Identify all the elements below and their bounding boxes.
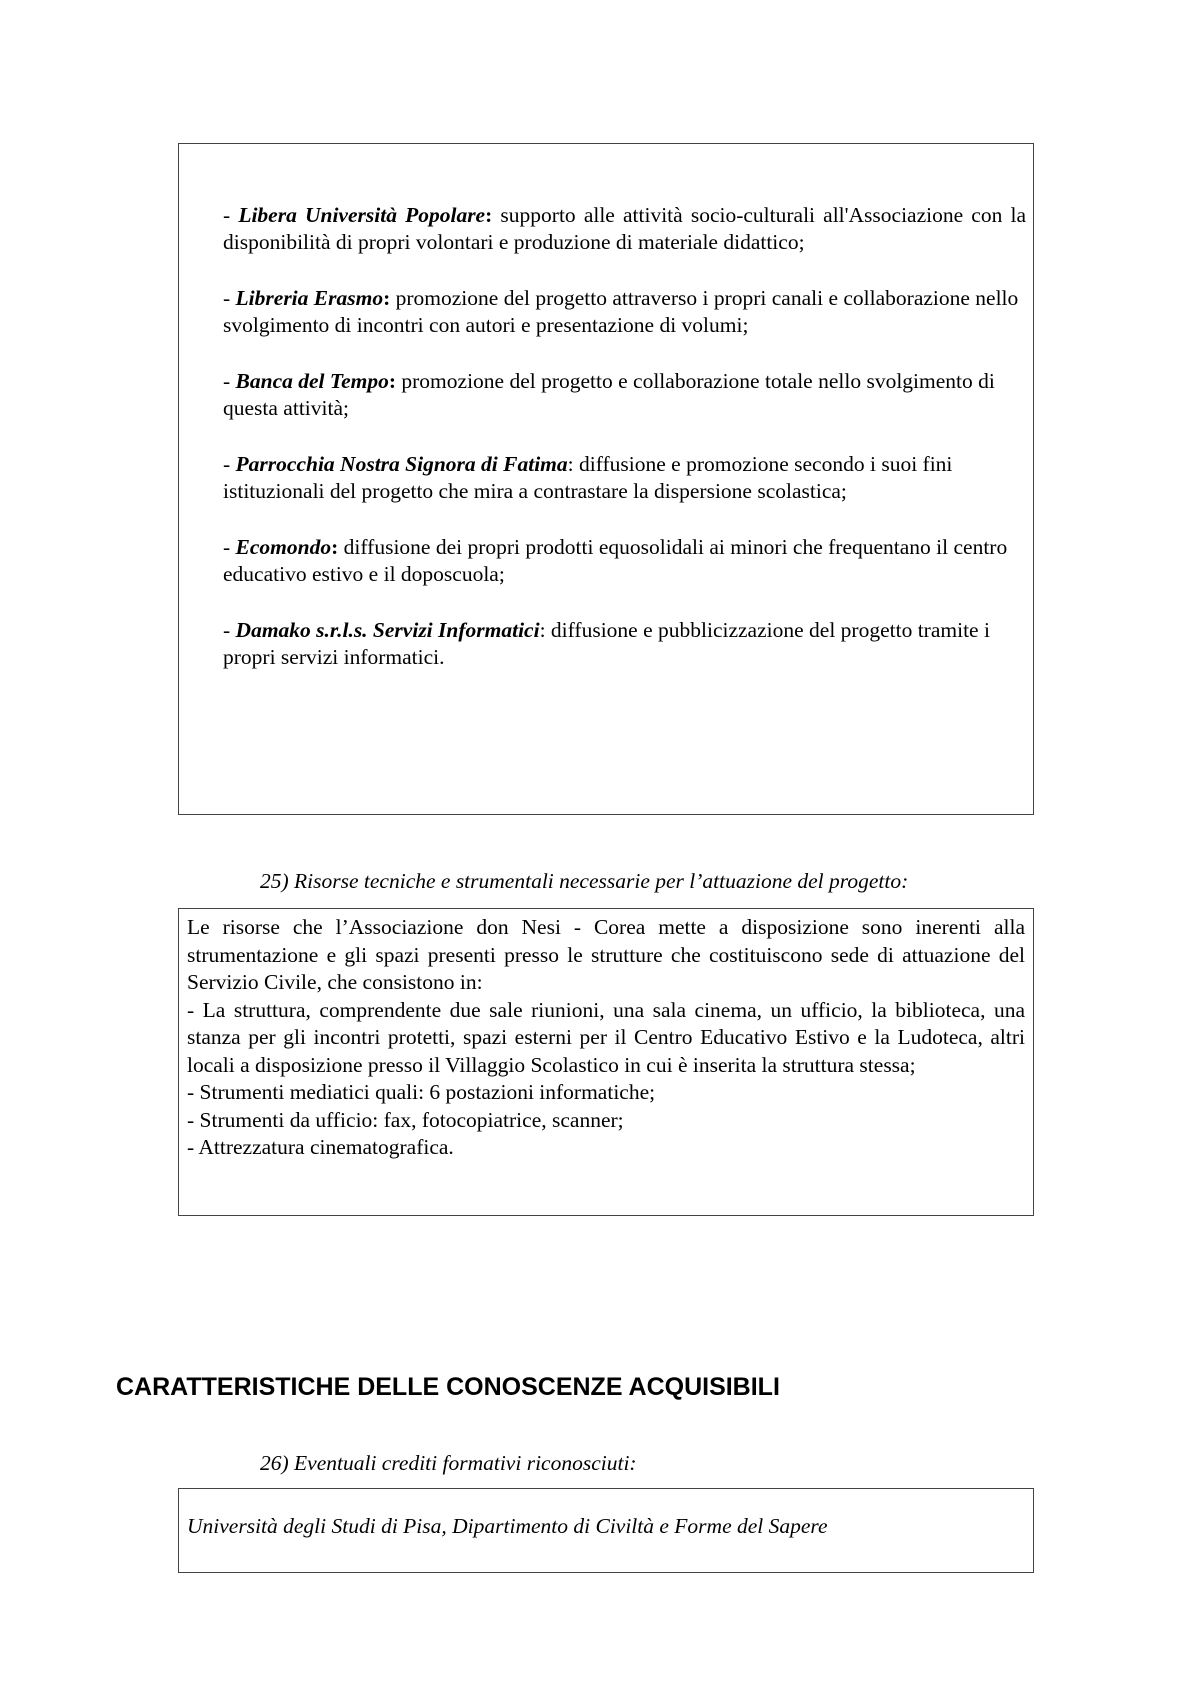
credits-answer: Università degli Studi di Pisa, Dipartimento di Civiltà e Forme del Sapere bbox=[187, 1514, 828, 1538]
question-26-label: 26) Eventuali crediti formativi riconosciuti: bbox=[260, 1451, 637, 1475]
section-heading: CARATTERISTICHE DELLE CONOSCENZE ACQUISIBILI bbox=[116, 1373, 780, 1401]
partner-description: : diffusione e promozione secondo i suoi fini istituzionali del progetto che mira a contrastare la dispersione scolastica; bbox=[223, 452, 953, 503]
resources-intro: Le risorse che l’Associazione don Nesi - Corea mette a disposizione sono inerenti alla strumentazione e gli spazi presenti presso le strutture che costituiscono sede di attuazione del Servizio Civile, che consistono in: bbox=[187, 915, 1025, 994]
partner-name: Banca del Tempo bbox=[235, 369, 389, 393]
resources-item: - Attrezzatura cinematografica. bbox=[187, 1135, 454, 1159]
partner-name-suffix: : bbox=[331, 535, 339, 559]
partner-name-suffix: : bbox=[383, 286, 391, 310]
partner-name-suffix: : bbox=[388, 369, 397, 393]
partners-list bbox=[223, 202, 1026, 700]
resources-item: - La struttura, comprendente due sale riunioni, una sala cinema, un ufficio, la biblioteca, una stanza per gli incontri protetti, spazi esterni per il Centro Educativo Estivo e la Ludoteca, altri locali a disposizione presso il Villaggio Scolastico in cui è inserita la struttura stessa; bbox=[187, 997, 1025, 1077]
partner-description: diffusione dei propri prodotti equosolidali ai minori che frequentano il centro educativo estivo e il doposcuola; bbox=[223, 535, 1008, 586]
partner-name: Libreria Erasmo bbox=[235, 286, 384, 310]
partner-name: Libera Università Popolare bbox=[238, 203, 486, 227]
partner-description: promozione del progetto attraverso i propri canali e collaborazione nello svolgimento di incontri con autori e presentazione di volumi; bbox=[223, 286, 1019, 337]
credits-box bbox=[178, 1488, 1034, 1573]
partner-prefix: - bbox=[223, 286, 236, 310]
resources-item: - Strumenti mediatici quali: 6 postazioni informatiche; bbox=[187, 1080, 656, 1104]
partner-description: : diffusione e pubblicizzazione del progetto tramite i propri servizi informatici. bbox=[223, 618, 990, 669]
partner-item bbox=[223, 534, 1026, 588]
partner-item bbox=[223, 617, 1026, 671]
resources-item: - Strumenti da ufficio: fax, fotocopiatrice, scanner; bbox=[187, 1107, 624, 1132]
resources-text bbox=[187, 914, 1025, 1162]
partner-name: Damako s.r.l.s. Servizi Informatici bbox=[235, 618, 540, 642]
partners-box bbox=[178, 143, 1034, 815]
partner-name-suffix: : bbox=[485, 203, 493, 227]
partner-item bbox=[223, 451, 1026, 505]
partner-description: supporto alle attività socio-culturali all'Associazione con la disponibilità di propri volontari e produzione di materiale didattico; bbox=[223, 203, 1026, 254]
partner-prefix: - bbox=[223, 452, 236, 476]
partner-item bbox=[223, 368, 1026, 422]
question-25-label: 25) Risorse tecniche e strumentali necessarie per l’attuazione del progetto: bbox=[260, 869, 909, 893]
partner-item bbox=[223, 202, 1026, 256]
resources-box bbox=[178, 908, 1034, 1216]
partner-name: Parrocchia Nostra Signora di Fatima bbox=[235, 452, 568, 476]
partner-prefix: - bbox=[223, 535, 236, 559]
partner-prefix: - bbox=[223, 369, 236, 393]
partner-prefix: - bbox=[223, 203, 239, 227]
partner-item bbox=[223, 285, 1026, 339]
partner-description: promozione del progetto e collaborazione totale nello svolgimento di questa attività; bbox=[223, 369, 995, 420]
partner-name: Ecomondo bbox=[235, 535, 332, 559]
partner-prefix: - bbox=[223, 618, 236, 642]
